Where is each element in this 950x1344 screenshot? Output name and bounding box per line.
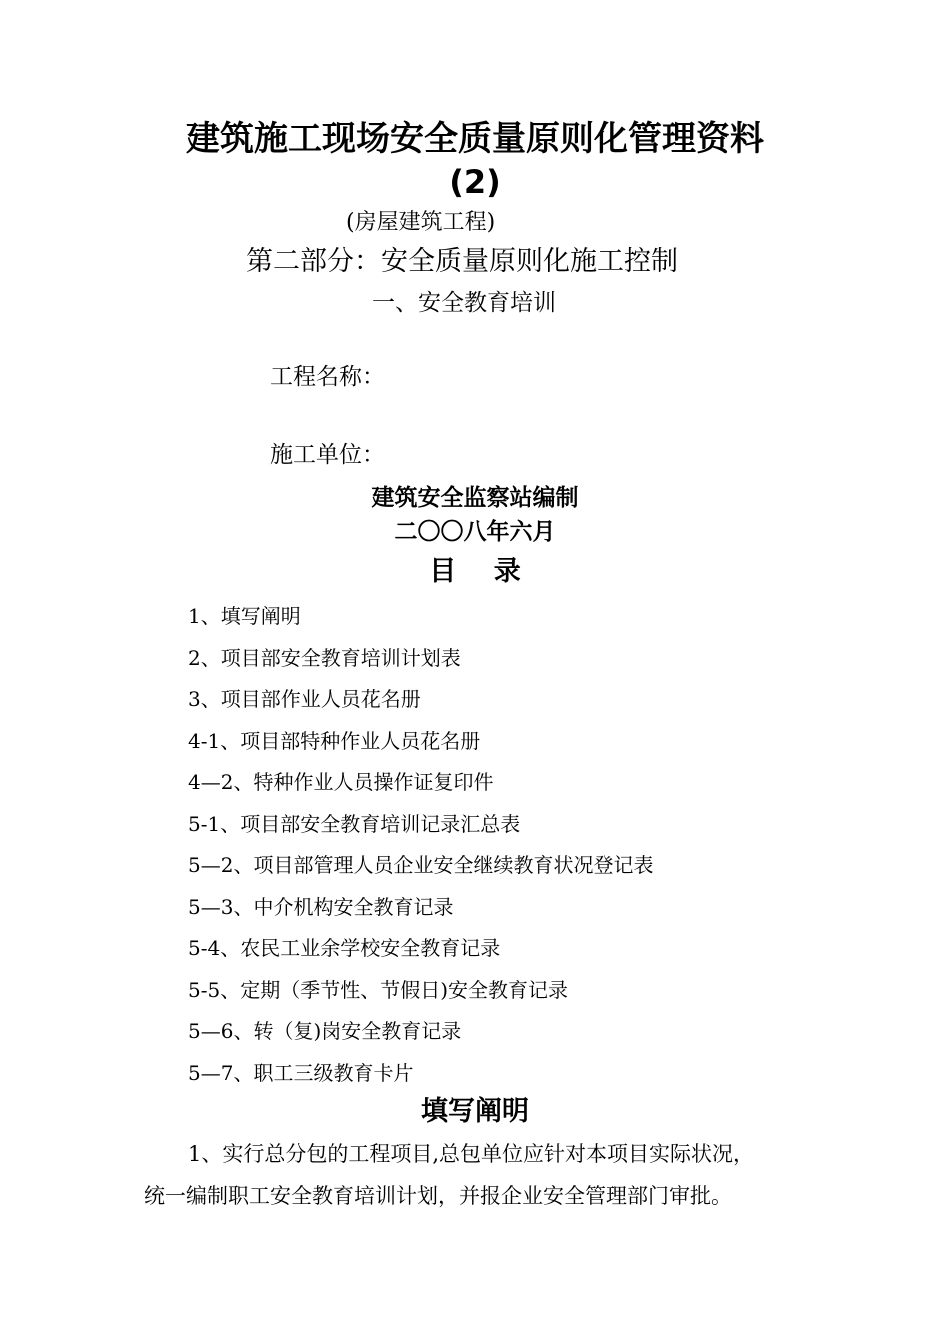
instructions-heading: 填写阐明: [421, 1096, 529, 1127]
toc-item: 5—7、职工三级教育卡片: [188, 1061, 414, 1085]
toc-item: 2、项目部安全教育培训计划表: [188, 646, 461, 670]
toc-title: 目 录: [429, 556, 521, 587]
construction-unit-label: 施工单位：: [270, 442, 385, 468]
section-heading: 一、安全教育培训: [372, 290, 556, 316]
toc-item: 1、填写阐明: [188, 604, 301, 628]
document-title-number: (2): [449, 163, 501, 201]
project-name-label: 工程名称：: [270, 364, 385, 390]
document-subtitle: (房屋建筑工程): [346, 210, 496, 235]
toc-item: 5-5、定期（季节性、节假日)安全教育记录: [188, 978, 569, 1002]
toc-item: 5-4、农民工业余学校安全教育记录: [188, 936, 501, 960]
document-title: 建筑施工现场安全质量原则化管理资料: [186, 119, 764, 159]
instructions-paragraph-line-2: 统一编制职工安全教育培训计划，并报企业安全管理部门审批。: [144, 1184, 732, 1208]
compiler-line: 建筑安全监察站编制: [371, 484, 579, 511]
toc-item: 5—2、项目部管理人员企业安全继续教育状况登记表: [188, 853, 654, 877]
toc-item: 5—6、转（复)岗安全教育记录: [188, 1019, 462, 1043]
toc-item: 4-1、项目部特种作业人员花名册: [188, 729, 481, 753]
toc-item: 5-1、项目部安全教育培训记录汇总表: [188, 812, 521, 836]
date-line: 二〇〇八年六月: [394, 518, 556, 545]
part-heading: 第二部分：安全质量原则化施工控制: [246, 246, 678, 277]
instructions-paragraph-line-1: 1、实行总分包的工程项目,总包单位应针对本项目实际状况，: [188, 1142, 755, 1166]
toc-item: 3、项目部作业人员花名册: [188, 687, 421, 711]
toc-item: 4—2、特种作业人员操作证复印件: [188, 770, 494, 794]
toc-item: 5—3、中介机构安全教育记录: [188, 895, 454, 919]
